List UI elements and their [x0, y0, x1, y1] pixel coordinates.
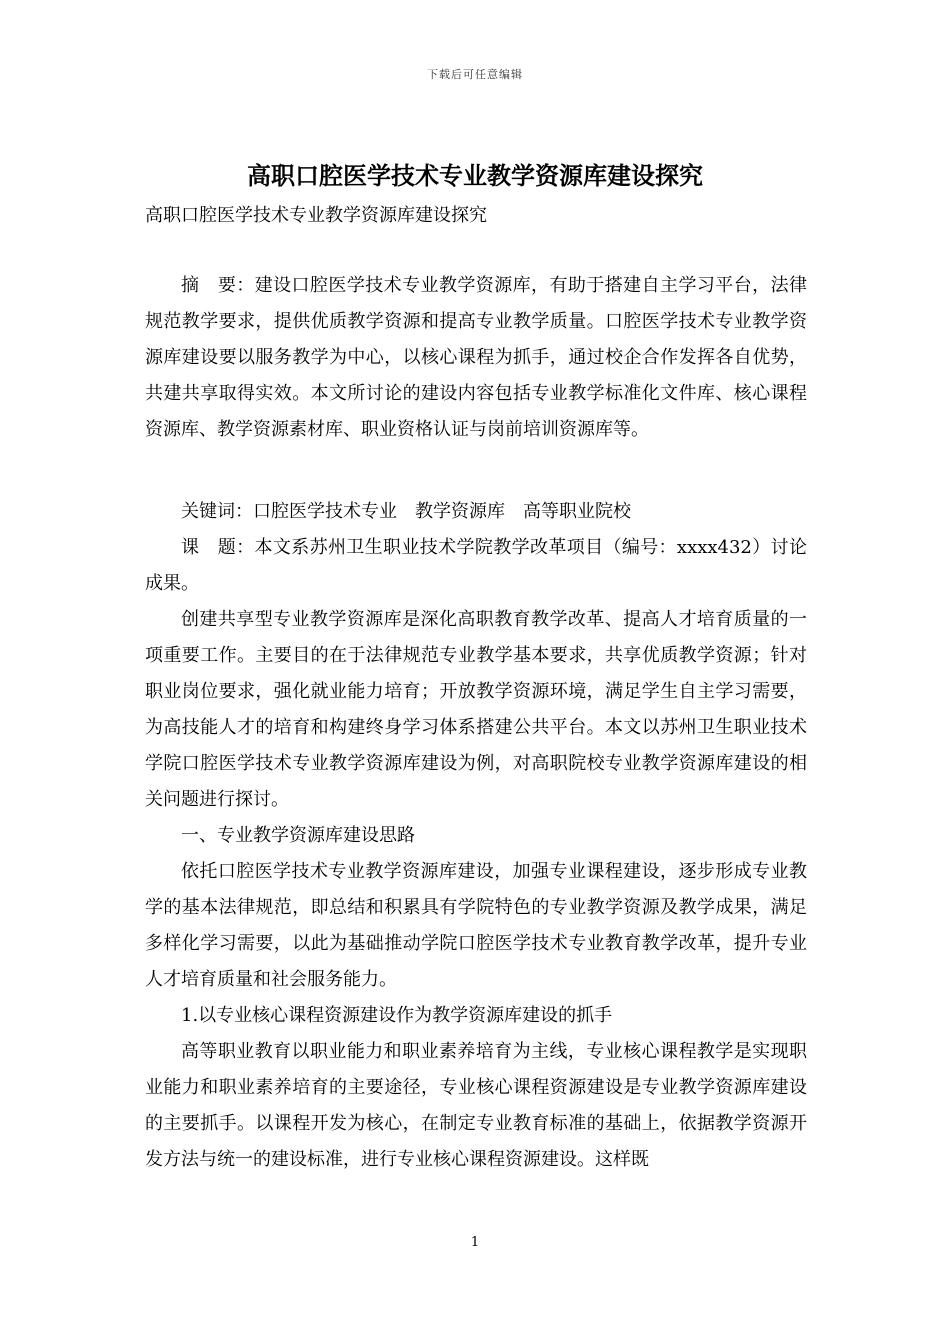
abstract-section	[145, 268, 807, 448]
main-body	[145, 602, 807, 1178]
abstract-paragraph: 摘 要：建设口腔医学技术专业教学资源库，有助于搭建自主学习平台，法律规范教学要求，提供优质教学资源和提高专业教学质量。口腔医学技术专业教学资源库建设要以服务教学为中心，以核心课程为抓手，通过校企合作发挥各自优势，共建共享取得实效。本文所讨论的建设内容包括专业教学标准化文件库、核心课程资源库、教学资源素材库、职业资格认证与岗前培训资源库等。	[145, 275, 807, 440]
subsection-heading: 1.以专业核心课程资源建设作为教学资源库建设的抓手	[181, 1005, 613, 1026]
section-heading: 一、专业教学资源库建设思路	[181, 825, 415, 846]
document-title: 高职口腔医学技术专业教学资源库建设探究	[247, 161, 703, 190]
document-subtitle: 高职口腔医学技术专业教学资源库建设探究	[145, 205, 487, 226]
body-paragraph: 依托口腔医学技术专业教学资源库建设，加强专业课程建设，逐步形成专业教学的基本法律规范，即总结和积累具有学院特色的专业教学资源及教学成果，满足多样化学习需要，以此为基础推动学院口腔医学技术专业教育教学改革，提升专业人才培育质量和社会服务能力。	[145, 861, 807, 990]
page-number: 1	[470, 1235, 480, 1250]
body-paragraph: 创建共享型专业教学资源库是深化高职教育教学改革、提高人才培育质量的一项重要工作。主要目的在于法律规范专业教学基本要求，共享优质教学资源；针对职业岗位要求，强化就业能力培育；开放教学资源环境，满足学生自主学习需要，为高技能人才的培育和构建终身学习体系搭建公共平台。本文以苏州卫生职业技术学院口腔医学技术专业教学资源库建设为例，对高职院校专业教学资源库建设的相关问题进行探讨。	[145, 609, 807, 810]
keywords-section	[145, 494, 807, 602]
project-note: 课 题：本文系苏州卫生职业技术学院教学改革项目（编号：xxxx432）讨论成果。	[145, 537, 807, 594]
header-note: 下载后可任意编辑	[427, 68, 523, 81]
keywords-line: 关键词：口腔医学技术专业 教学资源库 高等职业院校	[181, 501, 631, 522]
body-paragraph: 高等职业教育以职业能力和职业素养培育为主线，专业核心课程教学是实现职业能力和职业素养培育的主要途径，专业核心课程资源建设是专业教学资源库建设的主要抓手。以课程开发为核心，在制定专业教育标准的基础上，依据教学资源开发方法与统一的建设标准，进行专业核心课程资源建设。这样既	[145, 1041, 807, 1170]
